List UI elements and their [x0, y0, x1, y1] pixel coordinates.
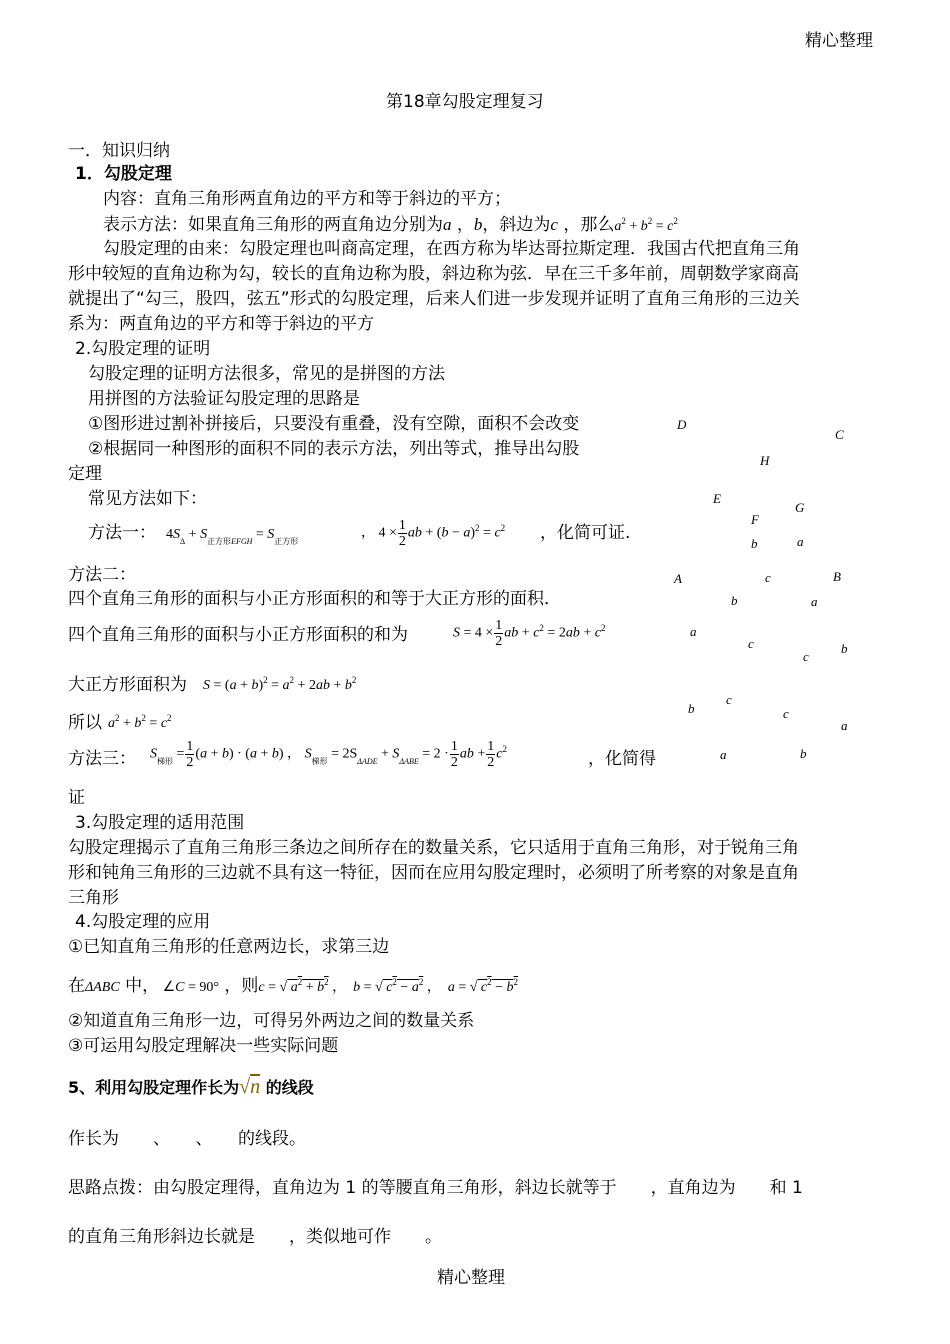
figure-label: c [726, 692, 732, 707]
origin-line-4: 系为：两直角边的平方和等于斜边的平方 [68, 314, 374, 334]
scope-line-3: 三角形 [68, 888, 119, 908]
method-2-line-1: 四个直角三角形的面积与小正方形面积的和等于大正方形的面积． [68, 589, 561, 609]
subsection-heading: 1．勾股定理 [75, 164, 172, 184]
method-2-formula-2: $S = (a + b)^2 = a^2 + 2ab + b^2$ [203, 675, 357, 693]
section-5-heading [68, 1076, 314, 1099]
figure-label: F [751, 512, 759, 527]
theorem-content: 内容：直角三角形两直角边的平方和等于斜边的平方； [103, 189, 511, 209]
page-footer: 精心整理 [437, 1268, 505, 1288]
representation-hyp: ，斜边为 [482, 215, 551, 235]
application-line-3: ②知道直角三角形一边，可得另外两边之间的数量关系 [68, 1011, 475, 1031]
figure-label: a [690, 624, 697, 639]
scope-line-1: 勾股定理揭示了直角三角形三条边之间所存在的数量关系，它只适用于直角三角形，对于锐角三角 [68, 838, 799, 858]
method-3-formula: $S_{梯形}$ = $\frac{1}{2}$ (a + b) · (a + b) ， $S_{梯形} = 2S_{\Delta ADE} + S_{\Delta ABE} = 2$ · $\frac{1}{2}$ ab + $\frac{1}{2}$ $c^2$ [150, 739, 507, 770]
proof-line-2: 用拼图的方法验证勾股定理的思路是 [88, 389, 360, 409]
sqrt-n-icon: √n [239, 1076, 261, 1098]
figure-label: G [795, 500, 805, 515]
method-2-line-4: 所以 [68, 713, 102, 733]
page-header: 精心整理 [805, 31, 873, 51]
method-3-end: ，化简得 [588, 749, 656, 769]
method-2-formula-1: S = 4 × $\frac{1}{2}$ ab + $c^2 = 2ab + c^2$ [453, 618, 606, 649]
figure-label: b [751, 536, 758, 551]
origin-line-2: 形中较短的直角边称为勾，较长的直角边称为股，斜边称为弦．早在三千多年前，周朝数学家商高 [68, 264, 799, 284]
scope-line-2: 形和钝角三角形的三边就不具有这一特征，因而在应用勾股定理时，必须明了所考察的对象是直角 [68, 863, 799, 883]
proof-line-6: 常见方法如下： [88, 489, 207, 509]
application-line-4: ③可运用勾股定理解决一些实际问题 [68, 1036, 339, 1056]
figure-label: b [731, 593, 738, 608]
section-5-heading-text: 5、利用勾股定理作长为 [68, 1078, 240, 1097]
construct-line-2: 思路点拨：由勾股定理得，直角边为 1 的等腰直角三角形，斜边长就等于 ，直角边为 和 1 [68, 1178, 803, 1198]
method-2-line-2: 四个直角三角形的面积与小正方形面积的和为 [68, 625, 408, 645]
figure-label: E [713, 491, 721, 506]
proof-line-1: 勾股定理的证明方法很多，常见的是拼图的方法 [88, 364, 445, 384]
method-3-end-2: 证 [68, 788, 85, 808]
application-text-pre: 在 [68, 976, 85, 996]
figure-label: b [688, 701, 695, 716]
method-2-line-3: 大正方形面积为 [68, 675, 187, 695]
method-2-conclusion: $a^2 + b^2 = c^2$ [108, 713, 172, 731]
application-text-then: ，则 [224, 976, 259, 996]
figure-label: c [783, 706, 789, 721]
representation-text: 表示方法：如果直角三角形的两直角边分别为 [103, 215, 443, 235]
proof-line-5: 定理 [68, 464, 102, 484]
figure-label: C [835, 427, 844, 442]
method-1-formula-a: $4S_\Delta + S_{正方形EFGH} = S_{正方形}$ [166, 527, 299, 546]
proof-line-4: ②根据同一种图形的面积不同的表示方法，列出等式，推导出勾股 [88, 439, 580, 459]
construct-line-3: 的直角三角形斜边长就是 ，类似地可作 。 [68, 1227, 442, 1247]
construct-line-1: 作长为 、 、 的线段。 [68, 1129, 306, 1149]
figure-label: b [800, 746, 807, 761]
figure-label: a [841, 718, 848, 733]
figure-label: H [760, 453, 770, 468]
origin-line-1: 勾股定理的由来：勾股定理也叫商高定理，在西方称为毕达哥拉斯定理．我国古代把直角三角 [103, 239, 800, 259]
method-1-end: ，化简可证. [540, 523, 631, 543]
origin-line-3: 就提出了“勾三，股四，弦五”形式的勾股定理，后来人们进一步发现并证明了直角三角形的三边关 [68, 289, 800, 309]
figure-label: D [677, 417, 687, 432]
section-heading: 一．知识归纳 [68, 141, 170, 161]
method-1-label: 方法一： [88, 523, 156, 543]
figure-label: c [748, 636, 754, 651]
application-line-1: ①已知直角三角形的任意两边长，求第三边 [68, 937, 390, 957]
figure-label: a [720, 747, 727, 762]
application-formulas: c = √ $a^2 + b^2$ ， b = √ $c^2 - a^2$ ， a = √ $c^2 - b^2$ [258, 977, 519, 995]
application-line-2: 在ΔABC 中， ∠C = 90° ，则c = √ $a^2 + b^2$ ， b = √ $c^2 - a^2$ ， a = √ $c^2 - b^2$ [68, 976, 519, 996]
figure-label: a [797, 534, 804, 549]
pythagoras-formula: $a^2 + b^2 = c^2$ [614, 216, 678, 234]
page-title: 第18章勾股定理复习 [386, 92, 544, 112]
method-1-formula-b: ， 4 × $\frac{1}{2}$ ab + $(b - a)^2 = c^2$ [361, 518, 506, 549]
figure-label: c [765, 570, 771, 585]
representation-line: 表示方法：如果直角三角形的两直角边分别为a ，b，斜边为c ，那么$a^2 + b^2 = c^2$ [103, 215, 678, 235]
figure-label: a [811, 594, 818, 609]
section-5-heading-end: 的线段 [265, 1078, 314, 1097]
figure-label: b [841, 641, 848, 656]
proof-line-3: ①图形进过割补拼接后，只要没有重叠，没有空隙，面积不会改变 [88, 414, 580, 434]
subsection-heading: 2.勾股定理的证明 [75, 339, 211, 359]
subsection-heading: 3.勾股定理的适用范围 [75, 813, 245, 833]
subsection-heading: 4.勾股定理的应用 [75, 912, 211, 932]
representation-then: ，那么 [563, 215, 615, 235]
figure-label: B [833, 569, 841, 584]
figure-label: A [674, 571, 682, 586]
application-text-mid: 中， [125, 976, 160, 996]
figure-label: c [803, 649, 809, 664]
method-3-label: 方法三： [68, 749, 136, 769]
method-2-label: 方法二： [68, 565, 136, 585]
